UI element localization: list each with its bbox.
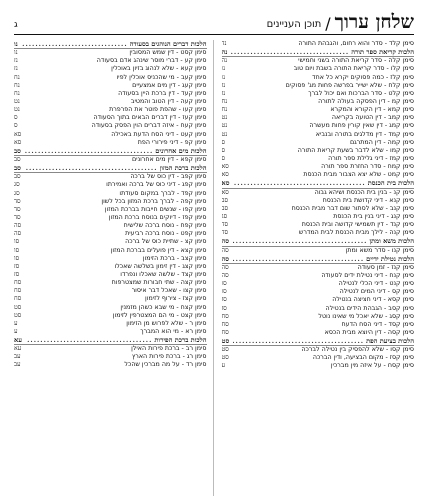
toc-entry: [14, 206, 207, 214]
page-ref: סב: [14, 173, 21, 181]
toc-column-left: [14, 40, 214, 496]
entry-title: סימן קלז - כמה פסוקים יקרא כל אחד: [312, 73, 414, 81]
dot-leader: [233, 337, 364, 345]
entry-title: סימן קצ - שתיית כוס של ברכה: [125, 238, 207, 246]
toc-entry: [222, 155, 415, 163]
page-header: [14, 6, 414, 32]
dot-leader: [233, 237, 367, 245]
entry-title: סימן קסג - שלא יאכל מי שאינו נוטל: [318, 312, 414, 320]
entry-title: סימן קעז - דין דברים הבאים בתוך הסעודה: [93, 114, 207, 122]
entry-title: סימן קנט - דיני הכלי לנטילה: [338, 280, 414, 288]
toc-entry: [222, 139, 415, 147]
toc-entry: [222, 189, 415, 197]
page-ref: סה: [221, 263, 229, 271]
entry-title: סימן קפט - נוסח ברכה רביעית: [125, 230, 207, 238]
entry-title: סימן קפח - נוסח ברכה שלישית: [123, 222, 207, 230]
entry-title: סימן קצג - דין זימון בשלשה שאכלו: [114, 262, 207, 270]
entry-title: סימן קצה - שתי חבורות שמצטרפות: [111, 279, 207, 287]
page-ref: נט: [14, 106, 20, 114]
entry-title: סימן קצח - מי שבא כשהן מזמנין: [120, 303, 207, 311]
toc-entry: [222, 122, 415, 130]
toc-entry: [222, 321, 415, 329]
toc-entry: [222, 90, 415, 98]
page-ref: נט: [14, 97, 20, 105]
entry-title: סימן קעא - שלא לנהוג בזיון באוכלין: [111, 65, 207, 73]
entry-title: סימן קפה - לברך ברכת המזון בכל לשון: [101, 197, 207, 205]
toc-entry: [222, 213, 415, 221]
entry-title: סימן קפ - דיני פירורי הפת: [137, 138, 207, 146]
page-ref: עב: [14, 353, 21, 361]
page-ref: נז: [221, 89, 226, 97]
entry-title: סימן קצד - שלשה שאכלו ונפרדו: [120, 270, 207, 278]
entry-title: סימן קצא - דין פועלים בברכת המזון: [110, 246, 207, 254]
page-ref: סט: [221, 337, 230, 346]
entry-title: סימן רד - על מה מברכין שהכל: [124, 361, 207, 369]
toc-columns: [14, 40, 414, 496]
page-ref: נח: [14, 81, 20, 89]
toc-entry: [14, 247, 207, 255]
section-heading: [222, 48, 415, 57]
entry-title: סימן קלד - סדר והוא רחום, והגבהת התורה: [298, 40, 414, 47]
entry-title: סימן קעב - מי שהכניס אוכלין לפיו: [116, 73, 207, 81]
toc-entry: [222, 305, 415, 313]
page-ref: סד: [14, 213, 21, 221]
entry-title: סימן קסח - על איזה מין מברכין: [330, 362, 414, 370]
page-ref: סג: [14, 189, 20, 197]
toc-entry: [222, 264, 415, 272]
section-title: הלכות מים אחרונים: [155, 146, 207, 155]
page-ref: סט: [14, 303, 22, 311]
page-ref: סו: [14, 238, 20, 246]
entry-title: סימן קעט - דיני הסח הדעת באכילה: [111, 130, 207, 138]
page-ref: סד: [221, 229, 229, 237]
toc-entry: [14, 65, 207, 73]
page-ref: נו: [14, 49, 18, 57]
entry-title: סימן קנח - דיני נטילת ידים לסעודה: [321, 271, 414, 279]
page-ref: נח: [14, 73, 20, 81]
toc-entry: [14, 98, 207, 106]
entry-title: סימן קלו - סדר קריאת התורה בשבת ויום טוב: [293, 65, 414, 73]
toc-entry: [14, 238, 207, 246]
toc-entry: [14, 361, 207, 369]
entry-title: סימן קסד - דיני הסח הדעת: [341, 320, 414, 328]
toc-entry: [222, 57, 415, 65]
entry-title: סימן קפז - דיוקים בנוסח ברכת המזון: [108, 213, 207, 221]
entry-title: סימן רא - מי הוא המברך: [140, 327, 207, 335]
entry-title: סימן קמב - דין הטועה בקריאה: [331, 114, 414, 122]
entry-title: סימן קפב - דין כוס של ברכה: [130, 173, 207, 181]
entry-title: סימן קנה - לילך מבית הכנסת לבית המדרש: [298, 229, 414, 237]
header-rule: [14, 34, 414, 35]
page-ref: סט: [221, 354, 229, 362]
page-ref: עא: [14, 336, 22, 345]
page-ref: נט: [221, 114, 228, 122]
toc-entry: [14, 82, 207, 90]
toc-entry: [222, 346, 415, 354]
entry-title: סימן קסט - דין שמש המסובין: [129, 49, 207, 57]
toc-entry: [14, 279, 207, 287]
page-ref: סה: [14, 222, 22, 230]
page-ref: נה: [221, 48, 228, 57]
toc-entry: [222, 171, 415, 179]
toc-entry: [222, 362, 415, 370]
page-ref: סב: [14, 155, 21, 163]
dot-leader: [22, 40, 128, 48]
toc-label: תוכן העניינים: [266, 19, 322, 30]
toc-entry: [222, 313, 415, 321]
book-title: שלחן ערוך: [334, 11, 414, 33]
entry-title: סימן קסה - דין היוצא מבית הכסא: [324, 328, 414, 336]
page-ref: סה: [221, 237, 230, 246]
page-ref: סו: [221, 280, 227, 288]
dot-leader: [26, 336, 152, 344]
page-ref: סח: [14, 295, 22, 303]
toc-entry: [222, 205, 415, 213]
entry-title: סימן קנז - זמן סעודה: [357, 263, 414, 271]
page-ref: ע: [221, 362, 226, 370]
toc-entry: [222, 197, 415, 205]
page-ref: סז: [14, 270, 20, 278]
page-ref: עא: [14, 345, 22, 353]
entry-title: סימן קמ - דין הפסקה בעולה לתורה: [318, 97, 414, 105]
toc-entry: [14, 49, 207, 57]
page-ref: ס: [14, 114, 18, 122]
toc-entry: [14, 57, 207, 65]
toc-entry: [222, 329, 415, 337]
entry-title: סימן קמז - דיני גלילת ספר תורה: [328, 154, 414, 162]
page-ref: סה: [221, 246, 229, 254]
section-title: הלכות דברים הנוהגים בסעודה: [129, 40, 207, 48]
page-ref: סד: [14, 205, 21, 213]
toc-entry: [14, 173, 207, 181]
page-ref: נט: [221, 122, 228, 130]
toc-entry: [14, 131, 207, 139]
page-ref: סב: [221, 204, 229, 212]
toc-entry: [222, 229, 415, 237]
section-heading: [222, 255, 415, 264]
toc-entry: [222, 280, 415, 288]
toc-entry: [14, 271, 207, 279]
entry-title: סימן רג - ברכת פירות הארץ: [131, 353, 207, 361]
page-ref: סב: [14, 146, 21, 155]
entry-title: סימן קלט - סדר הברכות ואם יכול לברך: [308, 89, 414, 97]
page-ref: נו: [221, 65, 226, 73]
page-ref: עב: [14, 361, 21, 369]
section-title: הלכות ברכת המזון: [159, 164, 207, 173]
section-title: הלכות קריאת ספר תורה: [351, 48, 414, 57]
entry-title: סימן ר - שלא לפרוש מן הזימון: [126, 319, 207, 327]
section-heading: [222, 337, 415, 346]
entry-title: סימן קפא - דין מים אחרונים: [131, 155, 207, 163]
page-ref: סט: [221, 346, 229, 354]
toc-entry: [222, 82, 415, 90]
toc-entry: [222, 40, 415, 48]
toc-entry: [14, 263, 207, 271]
page-ref: סא: [221, 171, 229, 179]
entry-title: סימן קסז - מקום הבציעה, ודין הברכה: [312, 354, 414, 362]
page-ref: נז: [14, 65, 18, 73]
toc-entry: [14, 230, 207, 238]
entry-title: סימן קצז - צירוף לזימון: [145, 295, 207, 303]
toc-entry: [14, 222, 207, 230]
entry-title: סימן רב - ברכת פירות האילן: [131, 345, 207, 353]
entry-title: סימן קסו - שלא להפסיק בין נטילה לברכה: [301, 346, 414, 354]
entry-title: סימן קע - דברי מוסר שינהג אדם בסעודה: [96, 57, 207, 65]
entry-title: סימן קעד - דין ברכת היין בסעודה: [118, 89, 207, 97]
page-ref: נד: [221, 40, 227, 47]
page-ref: סח: [14, 287, 22, 295]
toc-entry: [14, 255, 207, 263]
toc-entry: [14, 139, 207, 147]
entry-title: סימן קעג - דין מים אמצעיים: [132, 81, 207, 89]
toc-entry: [14, 156, 207, 164]
toc-entry: [222, 221, 415, 229]
entry-title: סימן קסב - הגבהת הידים בנטילה: [325, 304, 414, 312]
toc-entry: [222, 106, 415, 114]
entry-title: סימן קפד - לברך במקום סעודתו: [119, 189, 207, 197]
section-title: הלכות ברכת הפירות: [154, 336, 207, 345]
section-title: הלכות בית הכנסת: [367, 179, 414, 188]
toc-entry: [14, 214, 207, 222]
toc-entry: [14, 353, 207, 361]
page-ref: ס: [14, 122, 18, 130]
entry-title: סימן קמה - דין המתרגם: [349, 138, 414, 146]
toc-entry: [14, 114, 207, 122]
toc-entry: [14, 287, 207, 295]
page-ref: סח: [14, 279, 22, 287]
entry-title: סימן קנא - דיני קדושת בית הכנסת: [322, 196, 414, 204]
page-ref: סא: [14, 138, 22, 146]
entry-title: סימן קלה - סדר קריאת התורה בשני וחמישי: [298, 57, 414, 65]
toc-entry: [222, 98, 415, 106]
page-ref: סד: [221, 221, 229, 229]
page-ref: סח: [221, 312, 229, 320]
page-ref: נו: [14, 40, 18, 48]
page-ref: סז: [221, 296, 227, 304]
section-title: הלכות נטילת ידיים: [366, 254, 414, 263]
entry-title: סימן קנג - דיני בנין בית הכנסת: [333, 212, 414, 220]
toc-entry: [222, 163, 415, 171]
page-ref: סג: [14, 181, 20, 189]
entry-title: סימן קעח - איזה דברים הוין הפסק בסעודה: [91, 122, 207, 130]
toc-entry: [222, 296, 415, 304]
toc-entry: [14, 320, 207, 328]
page-ref: ס: [221, 146, 226, 154]
entry-title: סימן קס - דיני המים לנטילה: [339, 288, 414, 296]
section-heading: [222, 237, 415, 246]
page-ref: סה: [14, 230, 22, 238]
toc-entry: [222, 65, 415, 73]
entry-title: סימן קמט - שלא יצא הצבור מבית הכנסת: [303, 171, 414, 179]
page-ref: סא: [221, 163, 229, 171]
page-ref: סח: [221, 320, 229, 328]
entry-title: סימן קצט - מי הם המצטרפין לזימון: [112, 311, 207, 319]
toc-entry: [14, 295, 207, 303]
toc-entry: [222, 147, 415, 155]
page-ref: נו: [221, 73, 226, 81]
page-ref: סא: [14, 130, 22, 138]
page-ref: נח: [221, 97, 228, 105]
toc-entry: [14, 312, 207, 320]
section-heading: [14, 147, 207, 156]
page-ref: נז: [221, 81, 226, 89]
page-ref: ס: [221, 138, 226, 146]
section-title: הלכות משא ומתן: [369, 237, 414, 246]
page-ref: סה: [221, 254, 230, 263]
entry-title: סימן קסא - דיני חציצה בנטילה: [332, 296, 414, 304]
toc-entry: [222, 272, 415, 280]
page-ref: נט: [221, 130, 228, 138]
page-ref: סח: [221, 328, 229, 336]
toc-entry: [222, 131, 415, 139]
page-ref: סא: [221, 188, 229, 196]
toc-entry: [14, 74, 207, 82]
page-ref: ע: [14, 327, 18, 335]
toc-entry: [222, 354, 415, 362]
toc-entry: [14, 190, 207, 198]
entry-title: סימן קמא - דין הקורא והמקרא: [330, 106, 414, 114]
page-ref: ע: [14, 319, 18, 327]
toc-entry: [14, 345, 207, 353]
entry-title: סימן קנ - בנין בית הכנסת ושיהא גבוה: [314, 188, 414, 196]
page-ref: סא: [221, 179, 230, 188]
entry-title: סימן קצב - ברכת הזימון: [142, 254, 207, 262]
toc-entry: [222, 288, 415, 296]
entry-title: סימן קנד - דין תשמישי קדושה ובית הכנסת: [301, 221, 414, 229]
page-ref: נה: [221, 57, 228, 65]
page-ref: סה: [221, 271, 229, 279]
section-heading: [14, 164, 207, 173]
toc-entry: [222, 247, 415, 255]
entry-title: סימן קנו - סדר משא ומתן: [345, 246, 414, 254]
entry-title: סימן קפג - דיני כוס של ברכה ואמירתו: [106, 181, 207, 189]
page-ref: סז: [221, 304, 227, 312]
entry-title: סימן קמג - דין שאין קורין פחות מעשרה: [309, 122, 414, 130]
toc-entry: [14, 90, 207, 98]
dot-leader: [231, 48, 349, 56]
section-title: הלכות בציעת הפת: [366, 337, 414, 346]
entry-title: סימן קמו - שלא לדבר בשעת קריאת התורה: [297, 146, 414, 154]
page-ref: נח: [221, 106, 228, 114]
toc-entry: [14, 198, 207, 206]
entry-title: סימן קעו - שהפת פוטר את הפרפרת: [109, 106, 207, 114]
entry-title: סימן קמד - דין מדלגים בתורה ובנביא: [315, 130, 414, 138]
page-ref: סז: [14, 262, 20, 270]
toc-column-right: [222, 40, 415, 496]
page-ref: סט: [14, 311, 22, 319]
entry-title: סימן קפו - שנשים חייבות בברכת המזון: [104, 205, 207, 213]
dot-leader: [25, 147, 153, 155]
title-separator: /: [325, 14, 331, 33]
page-ref: סב: [221, 196, 229, 204]
entry-title: סימן קצו - שאכל דבר איסור: [131, 287, 207, 295]
page-ref: נח: [14, 89, 20, 97]
section-heading: [14, 40, 207, 49]
section-heading: [222, 179, 415, 188]
page-ref: סג: [221, 212, 228, 220]
page-ref: נז: [14, 57, 18, 65]
page-ref: סו: [14, 246, 20, 254]
dot-leader: [234, 179, 366, 187]
page-ref: סו: [14, 254, 20, 262]
entry-title: סימן קמח - סדר החזרת ספר תורה: [321, 163, 414, 171]
entry-title: סימן קנב - שלא לסתור שום דבר מבית הכנסת: [291, 204, 414, 212]
dot-leader: [25, 164, 158, 172]
toc-entry: [14, 122, 207, 130]
page-ref: סב: [14, 164, 21, 173]
toc-entry: [14, 304, 207, 312]
toc-entry: [222, 74, 415, 82]
toc-entry: [14, 328, 207, 336]
entry-title: סימן קלח - שלא ישייר בפרשה פחות מג' פסוקים: [285, 81, 414, 89]
dot-leader: [233, 255, 364, 263]
page-ref: סד: [14, 197, 21, 205]
toc-entry: [14, 106, 207, 114]
section-heading: [14, 336, 207, 345]
page-ref: ס: [221, 154, 226, 162]
page-number: ג: [14, 20, 18, 30]
entry-title: סימן קעה - דין הטוב והמטיב: [130, 97, 207, 105]
page-ref: סו: [221, 288, 227, 296]
toc-entry: [222, 114, 415, 122]
toc-entry: [14, 181, 207, 189]
